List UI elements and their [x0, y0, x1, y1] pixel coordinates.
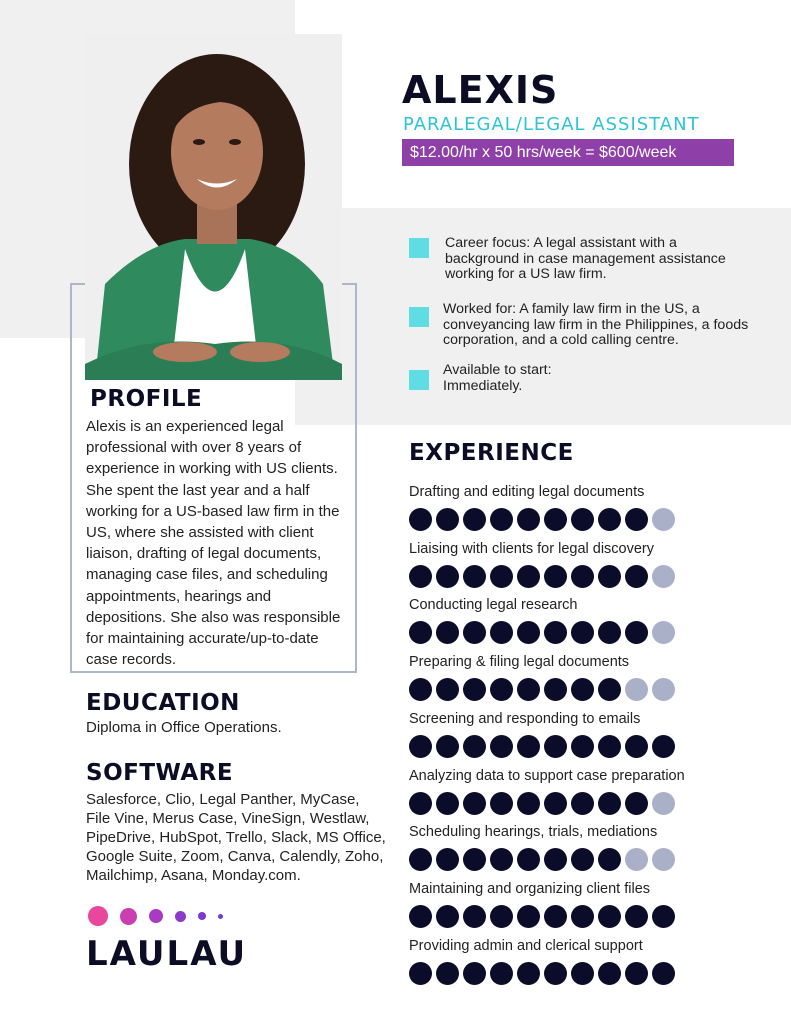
rating-dot-filled	[544, 848, 567, 871]
rating-dot-filled	[517, 905, 540, 928]
rating-dot-filled	[436, 905, 459, 928]
rating-dot-filled	[463, 848, 486, 871]
rating-dot-filled	[544, 792, 567, 815]
rating-dot-filled	[571, 735, 594, 758]
rating-dot-filled	[409, 678, 432, 701]
rating-dot-filled	[490, 508, 513, 531]
rating-dot-filled	[571, 678, 594, 701]
rating-dot-filled	[625, 565, 648, 588]
rating-dot-filled	[490, 621, 513, 644]
rating-dot-empty	[652, 678, 675, 701]
rating-dot-filled	[544, 962, 567, 985]
rating-dot-filled	[517, 962, 540, 985]
rate-banner: $12.00/hr x 50 hrs/week = $600/week	[402, 139, 734, 166]
skill-label: Screening and responding to emails	[409, 710, 641, 727]
rating-dot-filled	[436, 508, 459, 531]
rating-dot-filled	[436, 621, 459, 644]
candidate-role: PARALEGAL/LEGAL ASSISTANT	[403, 114, 700, 135]
rating-dot-filled	[409, 735, 432, 758]
logo: LAULAU	[86, 934, 248, 974]
skill-rating	[409, 565, 675, 588]
skill-label: Preparing & filing legal documents	[409, 654, 630, 671]
skill-rating	[409, 848, 675, 871]
software-heading: SOFTWARE	[86, 760, 234, 786]
rating-dot-empty	[652, 792, 675, 815]
rating-dot-filled	[490, 848, 513, 871]
rating-dot-filled	[598, 508, 621, 531]
skill-rating	[409, 792, 685, 815]
rating-dot-filled	[409, 848, 432, 871]
skill-row	[409, 768, 685, 815]
rating-dot-filled	[436, 678, 459, 701]
rating-dot-filled	[571, 962, 594, 985]
rating-dot-filled	[571, 565, 594, 588]
candidate-name: ALEXIS	[402, 68, 559, 112]
rating-dot-empty	[652, 565, 675, 588]
rating-dot-filled	[409, 565, 432, 588]
rating-dot-filled	[490, 678, 513, 701]
skill-rating	[409, 508, 675, 531]
skill-row	[409, 484, 675, 531]
skill-label: Liaising with clients for legal discovery	[409, 540, 654, 557]
skill-label: Scheduling hearings, trials, mediations	[409, 824, 658, 841]
rating-dot-filled	[625, 735, 648, 758]
rating-dot-filled	[517, 678, 540, 701]
rating-dot-filled	[652, 962, 675, 985]
rating-dot-filled	[598, 621, 621, 644]
rating-dot-filled	[544, 565, 567, 588]
rating-dot-filled	[625, 905, 648, 928]
rating-dot-filled	[598, 735, 621, 758]
logo-dot	[149, 909, 163, 923]
rating-dot-filled	[625, 962, 648, 985]
skill-label: Drafting and editing legal documents	[409, 484, 645, 500]
skill-rating	[409, 678, 675, 701]
rating-dot-filled	[463, 962, 486, 985]
rating-dot-filled	[436, 792, 459, 815]
rating-dot-filled	[571, 848, 594, 871]
logo-dot	[88, 906, 108, 926]
rating-dot-filled	[517, 792, 540, 815]
rating-dot-filled	[436, 565, 459, 588]
rating-dot-filled	[625, 621, 648, 644]
rating-dot-filled	[463, 905, 486, 928]
skill-row	[409, 541, 675, 588]
skill-label: Analyzing data to support case preparation	[409, 767, 685, 784]
rating-dot-filled	[409, 621, 432, 644]
profile-text: Alexis is an experienced legal professional with over 8 years of experience in working with US clients. She spent the last year and a half working for a US-based law firm in the US, where she assisted with client liaison, drafting of legal documents, managing case files, and scheduling appointments, hearings and depositions. She also was responsible for maintaining accurate/up-to-date case records.	[86, 418, 341, 669]
rating-dot-filled	[409, 905, 432, 928]
rating-dot-filled	[598, 678, 621, 701]
rating-dot-filled	[517, 565, 540, 588]
rating-dot-filled	[652, 905, 675, 928]
rating-dot-filled	[625, 508, 648, 531]
experience-heading: EXPERIENCE	[409, 440, 574, 466]
skill-row	[409, 597, 675, 644]
rating-dot-filled	[436, 735, 459, 758]
rating-dot-filled	[571, 792, 594, 815]
rating-dot-filled	[409, 792, 432, 815]
highlight-text: Worked for: A family law firm in the US, a conveyancing law firm in the Philippines, a foods corporation, and a cold calling centre.	[443, 301, 749, 348]
rating-dot-filled	[544, 678, 567, 701]
bullet-square-icon	[409, 370, 429, 390]
rating-dot-filled	[463, 678, 486, 701]
rating-dot-filled	[490, 735, 513, 758]
highlight-text: Career focus: A legal assistant with a background in case management assistance working for a US law firm.	[445, 235, 726, 282]
rating-dot-filled	[490, 962, 513, 985]
skill-label: Maintaining and organizing client files	[409, 880, 651, 897]
rating-dot-filled	[544, 508, 567, 531]
profile-photo	[85, 34, 342, 380]
rating-dot-filled	[409, 962, 432, 985]
skill-row	[409, 654, 675, 701]
rating-dot-empty	[625, 678, 648, 701]
rating-dot-filled	[463, 508, 486, 531]
logo-dot	[218, 914, 223, 919]
rating-dot-filled	[598, 962, 621, 985]
rating-dot-filled	[544, 621, 567, 644]
rating-dot-filled	[598, 792, 621, 815]
rating-dot-filled	[409, 508, 432, 531]
skill-rating	[409, 621, 675, 644]
rating-dot-empty	[652, 508, 675, 531]
rating-dot-filled	[436, 962, 459, 985]
rating-dot-filled	[490, 905, 513, 928]
rating-dot-filled	[463, 621, 486, 644]
highlight-text: Available to start: Immediately.	[443, 362, 552, 394]
education-heading: EDUCATION	[86, 690, 240, 716]
rating-dot-empty	[652, 848, 675, 871]
skill-label: Conducting legal research	[409, 597, 578, 614]
skill-row	[409, 711, 675, 758]
rating-dot-empty	[625, 848, 648, 871]
profile-heading: PROFILE	[90, 386, 203, 412]
skill-row	[409, 938, 675, 985]
rating-dot-filled	[436, 848, 459, 871]
logo-dot	[120, 908, 137, 925]
rating-dot-filled	[544, 735, 567, 758]
software-text: Salesforce, Clio, Legal Panther, MyCase, File Vine, Merus Case, VineSign, Westlaw, PipeDrive, HubSpot, Trello, Slack, MS Office, Google Suite, Zoom, Canva, Calendly, Zoho, Mailchimp, Asana, Monday.com.	[86, 791, 386, 884]
rating-dot-empty	[652, 621, 675, 644]
rating-dot-filled	[490, 565, 513, 588]
bullet-square-icon	[409, 238, 429, 258]
skill-row	[409, 824, 675, 871]
rating-dot-filled	[571, 508, 594, 531]
rating-dot-filled	[571, 621, 594, 644]
rating-dot-filled	[517, 621, 540, 644]
rating-dot-filled	[598, 905, 621, 928]
rating-dot-filled	[598, 848, 621, 871]
rating-dot-filled	[517, 508, 540, 531]
rating-dot-filled	[598, 565, 621, 588]
education-text: Diploma in Office Operations.	[86, 719, 282, 736]
rating-dot-filled	[463, 565, 486, 588]
rating-dot-filled	[517, 735, 540, 758]
rating-dot-filled	[463, 792, 486, 815]
rating-dot-filled	[544, 905, 567, 928]
rating-dot-filled	[517, 848, 540, 871]
rating-dot-filled	[625, 792, 648, 815]
rating-dot-filled	[571, 905, 594, 928]
rating-dot-filled	[652, 735, 675, 758]
skill-rating	[409, 962, 675, 985]
logo-dot	[175, 911, 186, 922]
logo-dots-icon	[88, 906, 223, 926]
bullet-square-icon	[409, 307, 429, 327]
skill-rating	[409, 905, 675, 928]
rating-dot-filled	[463, 735, 486, 758]
skill-row	[409, 881, 675, 928]
logo-dot	[198, 912, 206, 920]
skill-label: Providing admin and clerical support	[409, 937, 643, 954]
skill-rating	[409, 735, 675, 758]
rating-dot-filled	[490, 792, 513, 815]
